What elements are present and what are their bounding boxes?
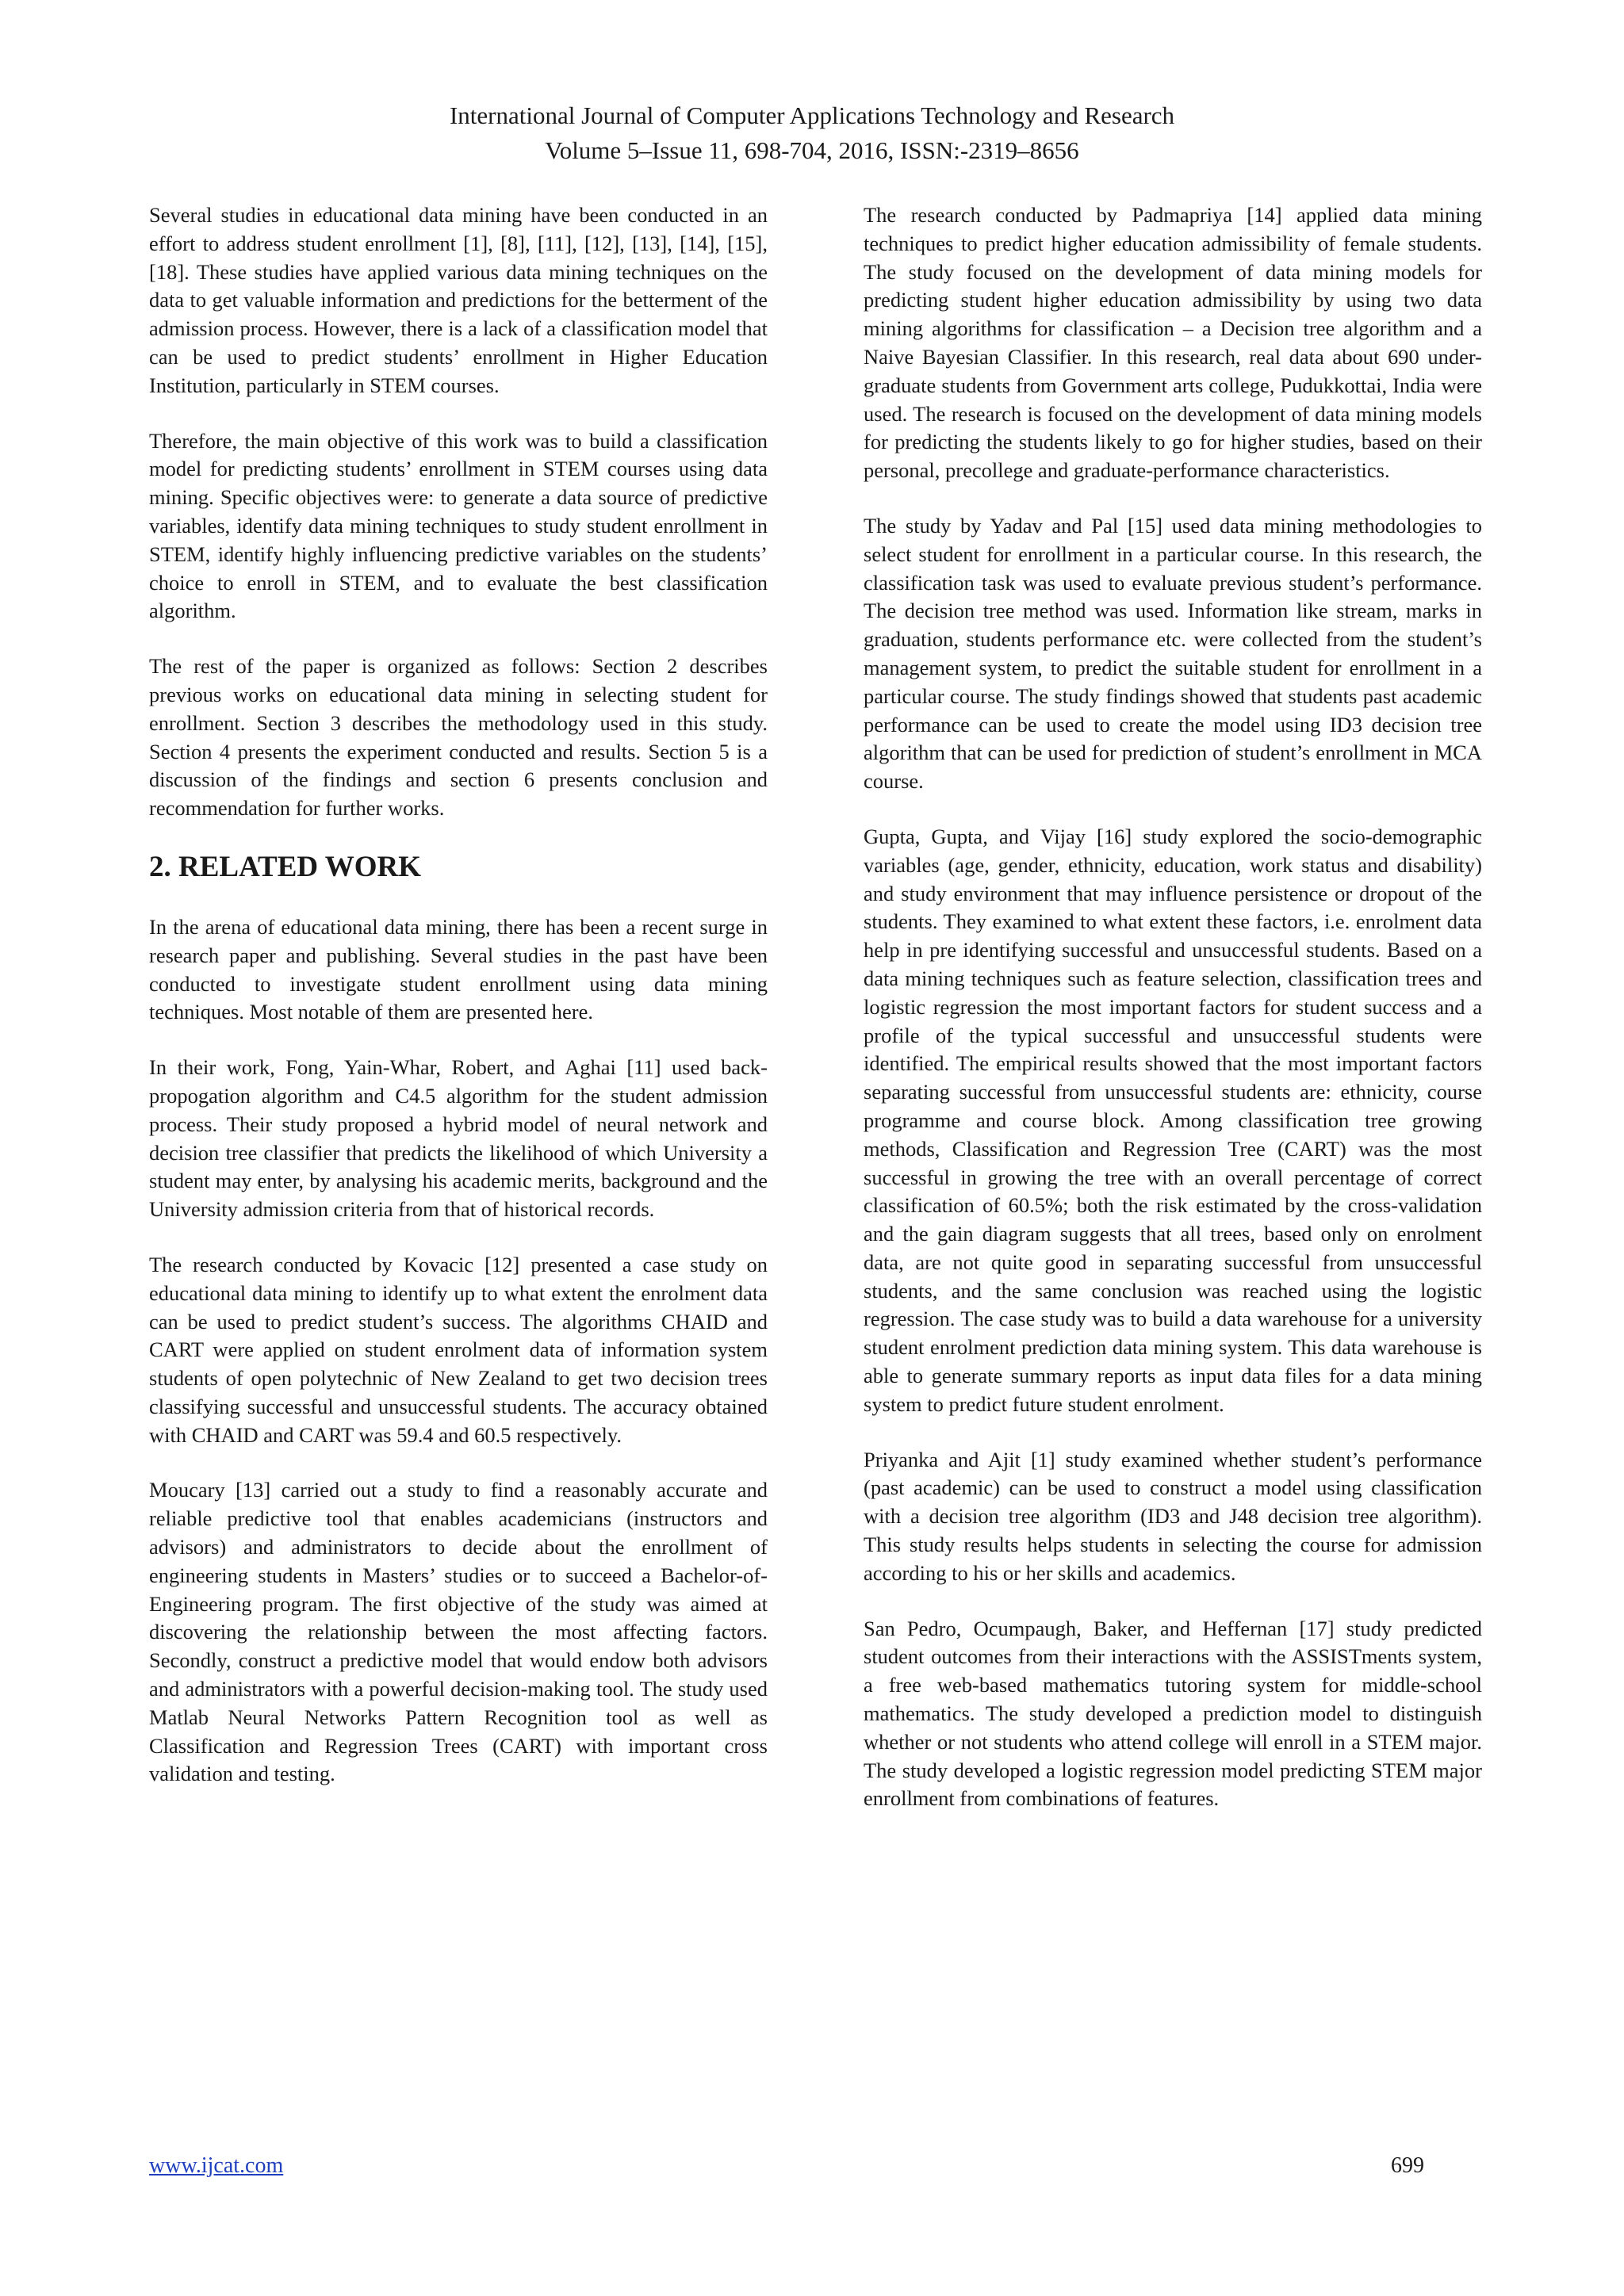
paragraph: The study by Yadav and Pal [15] used data mining methodologies to select student for enrollment in a particular course. In this research, the classification task was used to evaluate previous student’s performance. The decision tree method was used. Information like stream, marks in graduation, students performance etc. were collected from the student’s management system, to predict the suitable student for enrollment in a particular course. The study findings showed that students past academic performance can be used to create the model using ID3 decision tree algorithm that can be used for prediction of student’s enrollment in MCA course. bbox=[864, 513, 1482, 794]
paragraph: The research conducted by Kovacic [12] presented a case study on educational data mining to identify up to what extent the enrolment data can be used to predict student’s success. The algorithms CHAID and CART were applied on student enrolment data of information system students of open polytechnic of New Zealand to get two decision trees classifying successful and unsuccessful students. The accuracy obtained with CHAID and CART was 59.4 and 60.5 respectively. bbox=[149, 1252, 768, 1447]
page-number: 699 bbox=[1391, 2153, 1424, 2178]
left-column bbox=[149, 201, 768, 1816]
paragraph: Therefore, the main objective of this work was to build a classification model for predicting students’ enrollment in STEM courses using data mining. Specific objectives were: to generate a data source of predictive variables, identify data mining techniques to study student enrollment in STEM, identify highly influencing predictive variables on the students’ choice to enroll in STEM, and to evaluate the best classification algorithm. bbox=[149, 428, 768, 623]
paragraph: In the arena of educational data mining, there has been a recent surge in research paper and publishing. Several studies in the past have been conducted to investigate student enrollment using data mining techniques. Most notable of them are presented here. bbox=[149, 914, 768, 1024]
paragraph: Priyanka and Ajit [1] study examined whether student’s performance (past academic) can be used to construct a model using classification with a decision tree algorithm (ID3 and J48 decision tree algorithm). This study results helps students in selecting the course for admission according to his or her skills and academics. bbox=[864, 1447, 1482, 1585]
paragraph: Moucary [13] carried out a study to find a reasonably accurate and reliable predictive tool that enables academicians (instructors and advisors) and administrators to decide about the enrollment of engineering students in Masters’ studies or to succeed a Bachelor-of-Engineering program. The first objective of the study was aimed at discovering the relationship between the most affecting factors. Secondly, construct a predictive model that would endow both advisors and administrators with a powerful decision-making tool. The study used Matlab Neural Networks Pattern Recognition tool as well as Classification and Regression Trees (CART) with important cross validation and testing. bbox=[149, 1478, 768, 1786]
paragraph: In their work, Fong, Yain-Whar, Robert, and Aghai [11] used back-propogation algorithm and C4.5 algorithm for the student admission process. Their study proposed a hybrid model of neural network and decision tree classifier that predicts the likelihood of which University a student may enter, by analysing his academic merits, background and the University admission criteria from that of historical records. bbox=[149, 1055, 768, 1222]
section-heading-related-work: 2. RELATED WORK bbox=[149, 850, 421, 883]
paragraph: San Pedro, Ocumpaugh, Baker, and Heffernan [17] study predicted student outcomes from their interactions with the ASSISTments system, a free web-based mathematics tutoring system for middle-school mathematics. The study developed a prediction model to distinguish whether or not students who attend college will enroll in a STEM major. The study developed a logistic regression model predicting STEM major enrollment from combinations of features. bbox=[864, 1616, 1482, 1811]
paragraph: Gupta, Gupta, and Vijay [16] study explored the socio-demographic variables (age, gender, ethnicity, education, work status and disability) and study environment that may influence persistence or dropout of the students. They examined to what extent these factors, i.e. enrolment data help in pre identifying successful and unsuccessful students. Based on a data mining techniques such as feature selection, classification trees and logistic regression the most important factors for student success and a profile of the typical successful and unsuccessful students were identified. The empirical results showed that the most important factors separating successful from unsuccessful students are: ethnicity, course programme and course block. Among classification tree growing methods, Classification and Regression Tree (CART) was the most successful in growing the tree with an overall percentage of correct classification of 60.5%; both the risk estimated by the cross-validation and the gain diagram suggests that all trees, based only on enrolment data, are not quite good in separating successful from unsuccessful students, and the same conclusion was reached using the logistic regression. The case study was to build a data warehouse for a university student enrolment prediction data mining system. This data warehouse is able to generate summary reports as input data files for a data mining system to predict future student enrolment. bbox=[864, 824, 1482, 1416]
journal-volume-info: Volume 5–Issue 11, 698-704, 2016, ISSN:-2319–8656 bbox=[545, 136, 1079, 164]
paragraph: The research conducted by Padmapriya [14] applied data mining techniques to predict higher education admissibility of female students. The study focused on the development of data mining models for predicting student higher education admissibility by using two data mining algorithms for classification – a Decision tree algorithm and a Naive Bayesian Classifier. In this research, real data about 690 under-graduate students from Government arts college, Pudukkottai, India were used. The research is focused on the development of data mining models for predicting the students likely to go for higher studies, based on their personal, precollege and graduate-performance characteristics. bbox=[864, 203, 1482, 483]
journal-title: International Journal of Computer Applications Technology and Research bbox=[449, 101, 1175, 129]
right-column bbox=[864, 201, 1482, 1840]
paragraph: Several studies in educational data mining have been conducted in an effort to address student enrollment [1], [8], [11], [12], [13], [14], [15], [18]. These studies have applied various data mining techniques on the data to get valuable information and predictions for the betterment of the admission process. However, there is a lack of a classification model that can be used to predict students’ enrollment in Higher Education Institution, particularly in STEM courses. bbox=[149, 203, 768, 397]
journal-website-link[interactable]: www.ijcat.com bbox=[149, 2153, 284, 2178]
paragraph: The rest of the paper is organized as follows: Section 2 describes previous works on educational data mining in selecting student for enrollment. Section 3 describes the methodology used in this study. Section 4 presents the experiment conducted and results. Section 5 is a discussion of the findings and section 6 presents conclusion and recommendation for further works. bbox=[149, 654, 768, 821]
